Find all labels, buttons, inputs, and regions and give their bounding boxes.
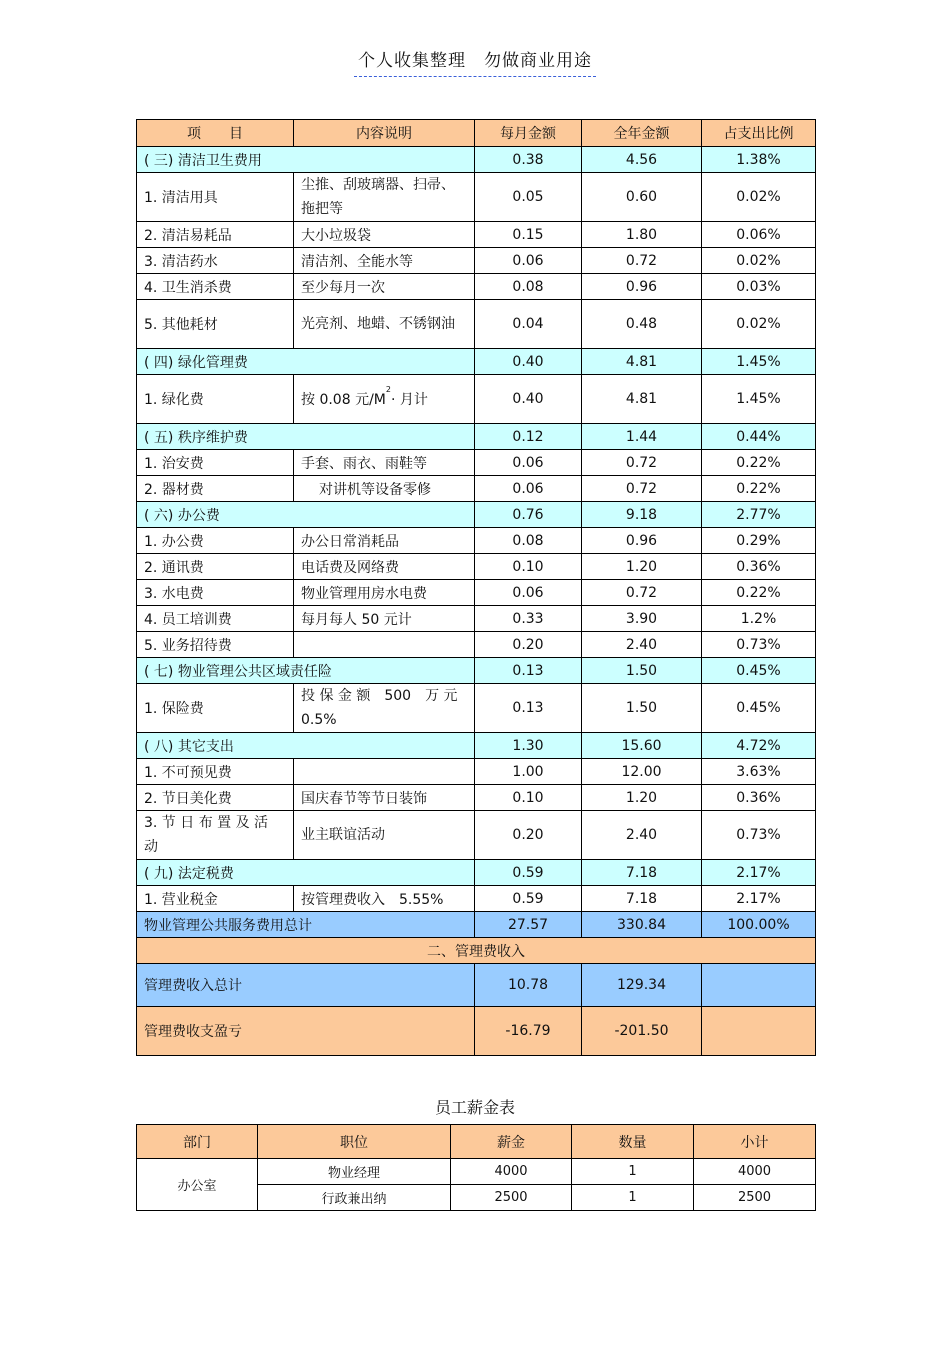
salary-department: 办公室: [137, 1159, 258, 1211]
header-title: 个人收集整理 勿做商业用途: [354, 46, 596, 77]
salary-col-salary: 薪金: [451, 1125, 572, 1159]
item-row: [137, 528, 816, 554]
section-monthly: 0.40: [475, 349, 582, 375]
item-desc: 业主联谊活动: [294, 811, 475, 860]
salary-position: 行政兼出纳: [258, 1185, 451, 1211]
item-monthly: 0.20: [475, 632, 582, 658]
item-name: 1. 绿化费: [137, 375, 294, 424]
item-ratio: 0.02%: [702, 300, 816, 349]
item-yearly: 2.40: [582, 632, 702, 658]
section-ratio: 2.77%: [702, 502, 816, 528]
balance-row: [137, 1007, 816, 1056]
item-row: [137, 759, 816, 785]
balance-yearly: -201.50: [582, 1007, 702, 1056]
salary-table: [136, 1124, 816, 1211]
section-yearly: 1.50: [582, 658, 702, 684]
item-ratio: 1.2%: [702, 606, 816, 632]
item-row: [137, 173, 816, 222]
section-monthly: 0.12: [475, 424, 582, 450]
item-ratio: 0.03%: [702, 274, 816, 300]
section-ratio: 2.17%: [702, 860, 816, 886]
item-name: 1. 营业税金: [137, 886, 294, 912]
item-ratio: 0.36%: [702, 554, 816, 580]
balance-name: 管理费收支盈亏: [137, 1007, 475, 1056]
salary-col-subtotal: 小计: [694, 1125, 816, 1159]
section-ratio: 0.44%: [702, 424, 816, 450]
item-ratio: 0.22%: [702, 580, 816, 606]
item-ratio: 0.73%: [702, 632, 816, 658]
item-ratio: 0.02%: [702, 173, 816, 222]
salary-count: 1: [572, 1185, 694, 1211]
item-name: 4. 卫生消杀费: [137, 274, 294, 300]
income-total-monthly: 10.78: [475, 964, 582, 1007]
item-ratio: 3.63%: [702, 759, 816, 785]
item-desc: 按管理费收入 5.55%: [294, 886, 475, 912]
item-name: 3. 节 日 布 置 及 活 动: [137, 811, 294, 860]
salary-subtotal: 2500: [694, 1185, 816, 1211]
item-row: [137, 274, 816, 300]
item-ratio: 0.29%: [702, 528, 816, 554]
item-desc: 手套、雨衣、雨鞋等: [294, 450, 475, 476]
item-monthly: 0.06: [475, 580, 582, 606]
item-monthly: 0.10: [475, 554, 582, 580]
salary-caption: 员工薪金表: [434, 1098, 515, 1117]
item-desc: 尘推、刮玻璃器、扫帚、拖把等: [294, 173, 475, 222]
income-heading-row: [137, 938, 816, 964]
desc-text: · 月计: [390, 392, 428, 408]
item-row: [137, 886, 816, 912]
item-yearly: 2.40: [582, 811, 702, 860]
item-monthly: 0.06: [475, 450, 582, 476]
section-ratio: 0.45%: [702, 658, 816, 684]
section-ratio: 4.72%: [702, 733, 816, 759]
item-row: [137, 684, 816, 733]
item-desc: [294, 759, 475, 785]
section-row: [137, 658, 816, 684]
section-name: ( 八) 其它支出: [137, 733, 475, 759]
item-ratio: 0.22%: [702, 450, 816, 476]
item-monthly: 0.04: [475, 300, 582, 349]
salary-col-position: 职位: [258, 1125, 451, 1159]
section-name: ( 九) 法定税费: [137, 860, 475, 886]
item-yearly: 3.90: [582, 606, 702, 632]
total-monthly: 27.57: [475, 912, 582, 938]
item-yearly: 0.96: [582, 528, 702, 554]
section-row: [137, 147, 816, 173]
item-desc: 电话费及网络费: [294, 554, 475, 580]
section-monthly: 0.59: [475, 860, 582, 886]
item-yearly: 4.81: [582, 375, 702, 424]
section-ratio: 1.45%: [702, 349, 816, 375]
item-row: [137, 375, 816, 424]
total-yearly: 330.84: [582, 912, 702, 938]
section-monthly: 0.38: [475, 147, 582, 173]
balance-monthly: -16.79: [475, 1007, 582, 1056]
item-name: 5. 其他耗材: [137, 300, 294, 349]
item-row: [137, 785, 816, 811]
item-monthly: 0.06: [475, 476, 582, 502]
item-monthly: 0.06: [475, 248, 582, 274]
income-total-name: 管理费收入总计: [137, 964, 475, 1007]
item-monthly: 0.15: [475, 222, 582, 248]
item-name: 3. 清洁药水: [137, 248, 294, 274]
section-yearly: 9.18: [582, 502, 702, 528]
item-monthly: 0.20: [475, 811, 582, 860]
item-monthly: 0.08: [475, 274, 582, 300]
section-yearly: 4.56: [582, 147, 702, 173]
section-monthly: 0.76: [475, 502, 582, 528]
section-name: ( 五) 秩序维护费: [137, 424, 475, 450]
item-yearly: 0.72: [582, 248, 702, 274]
section-yearly: 4.81: [582, 349, 702, 375]
item-ratio: 1.45%: [702, 375, 816, 424]
item-yearly: 0.72: [582, 580, 702, 606]
income-heading: 二、管理费收入: [137, 938, 816, 964]
item-row: [137, 222, 816, 248]
section-ratio: 1.38%: [702, 147, 816, 173]
item-yearly: 0.72: [582, 476, 702, 502]
total-name: 物业管理公共服务费用总计: [137, 912, 475, 938]
section-yearly: 7.18: [582, 860, 702, 886]
item-row: [137, 632, 816, 658]
total-ratio: 100.00%: [702, 912, 816, 938]
section-yearly: 1.44: [582, 424, 702, 450]
budget-header-row: [137, 120, 816, 147]
item-name: 3. 水电费: [137, 580, 294, 606]
salary-subtotal: 4000: [694, 1159, 816, 1185]
item-ratio: 0.06%: [702, 222, 816, 248]
item-monthly: 0.13: [475, 684, 582, 733]
item-monthly: 1.00: [475, 759, 582, 785]
item-monthly: 0.33: [475, 606, 582, 632]
item-row: [137, 476, 816, 502]
section-monthly: 0.13: [475, 658, 582, 684]
item-monthly: 0.10: [475, 785, 582, 811]
salary-amount: 2500: [451, 1185, 572, 1211]
item-yearly: 0.60: [582, 173, 702, 222]
item-yearly: 1.80: [582, 222, 702, 248]
section-yearly: 15.60: [582, 733, 702, 759]
item-name: 2. 通讯费: [137, 554, 294, 580]
item-ratio: 2.17%: [702, 886, 816, 912]
item-desc: 对讲机等设备零修: [294, 476, 475, 502]
section-name: ( 六) 办公费: [137, 502, 475, 528]
section-name: ( 七) 物业管理公共区域责任险: [137, 658, 475, 684]
item-ratio: 0.22%: [702, 476, 816, 502]
item-name: 1. 办公费: [137, 528, 294, 554]
salary-col-count: 数量: [572, 1125, 694, 1159]
item-name: 2. 器材费: [137, 476, 294, 502]
item-ratio: 0.45%: [702, 684, 816, 733]
section-name: ( 四) 绿化管理费: [137, 349, 475, 375]
income-total-row: [137, 964, 816, 1007]
section-row: [137, 860, 816, 886]
item-monthly: 0.05: [475, 173, 582, 222]
salary-header-row: [137, 1125, 816, 1159]
item-monthly: 0.08: [475, 528, 582, 554]
item-desc: 物业管理用房水电费: [294, 580, 475, 606]
item-ratio: 0.36%: [702, 785, 816, 811]
section-row: [137, 349, 816, 375]
item-desc: 每月每人 50 元计: [294, 606, 475, 632]
item-yearly: 1.50: [582, 684, 702, 733]
income-total-yearly: 129.34: [582, 964, 702, 1007]
item-name: 4. 员工培训费: [137, 606, 294, 632]
desc-text: 按 0.08 元/M: [301, 392, 386, 408]
item-yearly: 1.20: [582, 785, 702, 811]
item-yearly: 1.20: [582, 554, 702, 580]
item-desc: 清洁剂、全能水等: [294, 248, 475, 274]
item-yearly: 7.18: [582, 886, 702, 912]
item-name: 5. 业务招待费: [137, 632, 294, 658]
item-desc: 光亮剂、地蜡、不锈钢油: [294, 300, 475, 349]
section-row: [137, 424, 816, 450]
salary-col-dept: 部门: [137, 1125, 258, 1159]
item-desc: 国庆春节等节日装饰: [294, 785, 475, 811]
page-header: [0, 46, 950, 77]
item-row: [137, 450, 816, 476]
item-name: 1. 保险费: [137, 684, 294, 733]
income-total-ratio: [702, 964, 816, 1007]
col-header-yearly: 全年金额: [582, 120, 702, 147]
section-row: [137, 733, 816, 759]
item-row: [137, 248, 816, 274]
item-yearly: 0.96: [582, 274, 702, 300]
salary-count: 1: [572, 1159, 694, 1185]
item-monthly: 0.40: [475, 375, 582, 424]
item-name: 1. 清洁用具: [137, 173, 294, 222]
item-desc: 至少每月一次: [294, 274, 475, 300]
section-monthly: 1.30: [475, 733, 582, 759]
item-yearly: 0.72: [582, 450, 702, 476]
salary-row: [137, 1159, 816, 1185]
item-yearly: 0.48: [582, 300, 702, 349]
item-monthly: 0.59: [475, 886, 582, 912]
item-row: [137, 580, 816, 606]
item-name: 2. 节日美化费: [137, 785, 294, 811]
item-row: [137, 554, 816, 580]
item-yearly: 12.00: [582, 759, 702, 785]
col-header-monthly: 每月金额: [475, 120, 582, 147]
item-desc: 大小垃圾袋: [294, 222, 475, 248]
col-header-desc: 内容说明: [294, 120, 475, 147]
item-name: 2. 清洁易耗品: [137, 222, 294, 248]
desc-superscript: 2: [385, 385, 391, 394]
salary-position: 物业经理: [258, 1159, 451, 1185]
item-desc: [294, 632, 475, 658]
section-name: ( 三) 清洁卫生费用: [137, 147, 475, 173]
col-header-ratio: 占支出比例: [702, 120, 816, 147]
total-row: [137, 912, 816, 938]
col-header-item: 项 目: [137, 120, 294, 147]
salary-amount: 4000: [451, 1159, 572, 1185]
item-ratio: 0.02%: [702, 248, 816, 274]
item-desc: 办公日常消耗品: [294, 528, 475, 554]
item-ratio: 0.73%: [702, 811, 816, 860]
item-name: 1. 治安费: [137, 450, 294, 476]
item-row: [137, 606, 816, 632]
budget-table: [136, 119, 816, 1056]
section-row: [137, 502, 816, 528]
item-row: [137, 300, 816, 349]
item-name: 1. 不可预见费: [137, 759, 294, 785]
balance-ratio: [702, 1007, 816, 1056]
item-row: [137, 811, 816, 860]
item-desc: 投 保 金 额 500 万 元 0.5%: [294, 684, 475, 733]
item-desc: [294, 375, 475, 424]
